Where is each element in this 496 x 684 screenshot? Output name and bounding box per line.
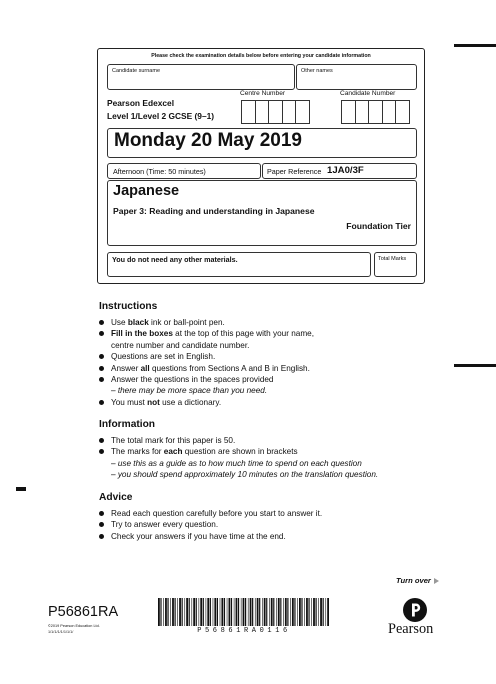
centre-number-label: Centre Number — [240, 90, 286, 97]
advice-list — [99, 508, 429, 542]
barcode-bar — [192, 598, 193, 626]
barcode-bar — [269, 598, 270, 626]
candidate-surname-field[interactable] — [107, 64, 295, 90]
barcode-bar — [287, 598, 288, 626]
barcode-bar — [175, 598, 176, 626]
barcode-bar — [266, 598, 267, 626]
edge-mark-left — [16, 487, 26, 491]
barcode-bar — [292, 598, 294, 626]
barcode-bar — [285, 598, 287, 626]
barcode-bar — [243, 598, 245, 626]
barcode-bar — [299, 598, 301, 626]
paper-reference-label: Paper Reference — [267, 167, 322, 176]
barcode-number: P56861RA0116 — [197, 627, 291, 635]
barcode-bar — [306, 598, 308, 626]
centre-number-boxes — [241, 100, 309, 124]
barcode-bar — [313, 598, 315, 626]
session-box — [107, 163, 261, 179]
barcode-bar — [311, 598, 312, 626]
barcode-bar — [158, 598, 160, 626]
edge-mark-top — [454, 44, 496, 47]
candidate-digit-box[interactable] — [368, 100, 383, 124]
candidate-number-boxes — [341, 100, 409, 124]
barcode-bar — [179, 598, 181, 626]
barcode-bar — [177, 598, 178, 626]
barcode-bar — [316, 598, 317, 626]
list-item: Fill in the boxes at the top of this page with your name, centre number and candidate number. — [99, 328, 429, 351]
edge-mark-right — [454, 364, 496, 367]
barcode-bar — [280, 598, 281, 626]
barcode-bar — [259, 598, 260, 626]
bullet-icon — [99, 400, 104, 405]
barcode-bar — [236, 598, 238, 626]
barcode-bar — [172, 598, 174, 626]
check-note: Please check the examination details below before entering your candidate information — [151, 53, 371, 59]
barcode-bar — [262, 598, 263, 626]
subject-title: Japanese — [113, 183, 180, 199]
barcode-bar — [186, 598, 188, 626]
bullet-icon — [99, 366, 104, 371]
barcode-bar — [245, 598, 246, 626]
barcode-bar — [220, 598, 221, 626]
barcode-bar — [252, 598, 253, 626]
barcode-bar — [255, 598, 256, 626]
barcode-bar — [290, 598, 291, 626]
barcode-bar — [308, 598, 309, 626]
centre-digit-box[interactable] — [268, 100, 283, 124]
barcode-bar — [207, 598, 209, 626]
barcode-bar — [271, 598, 273, 626]
list-item: Check your answers if you have time at the end. — [99, 531, 429, 542]
information-heading: Information — [99, 419, 156, 430]
barcode-icon — [158, 598, 330, 626]
information-list — [99, 435, 429, 481]
barcode-bar — [325, 598, 326, 626]
session-time: Afternoon (Time: 50 minutes) — [113, 167, 206, 176]
paper-reference: 1JA0/3F — [327, 165, 364, 176]
barcode-bar — [273, 598, 274, 626]
bullet-icon — [99, 331, 104, 336]
barcode-bar — [238, 598, 239, 626]
list-item: The marks for each question are shown in brackets – use this as a guide as to how much time to spend on each question – you should spend approximately 10 minutes on the translation question. — [99, 446, 429, 480]
barcode-bar — [318, 598, 319, 626]
bullet-icon — [99, 354, 104, 359]
list-item: The total mark for this paper is 50. — [99, 435, 429, 446]
barcode-bar — [248, 598, 249, 626]
list-item: Use black ink or ball-point pen. — [99, 317, 429, 328]
barcode-bar — [206, 598, 207, 626]
list-item: Try to answer every question. — [99, 519, 429, 530]
barcode-bar — [189, 598, 190, 626]
advice-heading: Advice — [99, 492, 133, 503]
centre-digit-box[interactable] — [241, 100, 256, 124]
tier: Foundation Tier — [346, 221, 411, 231]
instructions-heading: Instructions — [99, 301, 158, 312]
barcode-bar — [184, 598, 185, 626]
bullet-icon — [99, 511, 104, 516]
barcode-bar — [297, 598, 298, 626]
centre-digit-box[interactable] — [282, 100, 297, 124]
barcode-bar — [294, 598, 295, 626]
board-name: Pearson Edexcel — [107, 98, 175, 108]
barcode-bar — [283, 598, 284, 626]
qualification-level: Level 1/Level 2 GCSE (9–1) — [107, 111, 215, 121]
paper-code: P56861RA — [48, 604, 119, 620]
list-item: Read each question carefully before you start to answer it. — [99, 508, 429, 519]
candidate-digit-box[interactable] — [382, 100, 397, 124]
centre-digit-box[interactable] — [255, 100, 270, 124]
barcode-bar — [231, 598, 232, 626]
list-item: Questions are set in English. — [99, 351, 429, 362]
barcode-bar — [196, 598, 197, 626]
barcode-bar — [210, 598, 211, 626]
pearson-logo-icon — [403, 598, 427, 622]
turn-over-note: Turn over — [396, 576, 439, 585]
barcode-bar — [214, 598, 216, 626]
centre-digit-box[interactable] — [295, 100, 310, 124]
instructions-list — [99, 317, 429, 408]
barcode-bar — [264, 598, 266, 626]
barcode-bar — [257, 598, 259, 626]
list-item: You must not use a dictionary. — [99, 397, 429, 408]
candidate-surname-label: Candidate surname — [112, 68, 161, 74]
barcode-bar — [250, 598, 252, 626]
subject-box — [107, 180, 417, 246]
bullet-icon — [99, 449, 104, 454]
bullet-icon — [99, 522, 104, 527]
copyright: ©2019 Pearson Education Ltd. 1/1/1/1/1/1/1/1/ — [48, 624, 100, 634]
candidate-digit-box[interactable] — [355, 100, 370, 124]
barcode-bar — [227, 598, 228, 626]
other-names-field[interactable] — [296, 64, 417, 90]
barcode-bar — [163, 598, 164, 626]
candidate-digit-box[interactable] — [341, 100, 356, 124]
exam-date-box — [107, 128, 417, 158]
materials-note: You do not need any other materials. — [112, 255, 238, 264]
total-marks-label: Total Marks — [378, 256, 407, 262]
barcode-bar — [327, 598, 329, 626]
list-item: Answer all questions from Sections A and B in English. — [99, 363, 429, 374]
barcode-bar — [167, 598, 168, 626]
bullet-icon — [99, 438, 104, 443]
total-marks-box[interactable] — [374, 252, 417, 277]
barcode-bar — [304, 598, 305, 626]
barcode-bar — [229, 598, 231, 626]
other-names-label: Other names — [301, 68, 333, 74]
pearson-wordmark: Pearson — [388, 621, 434, 637]
barcode-bar — [199, 598, 200, 626]
bullet-icon — [99, 534, 104, 539]
barcode-bar — [203, 598, 204, 626]
paper-reference-box — [262, 163, 417, 179]
barcode-bar — [320, 598, 322, 626]
bullet-icon — [99, 377, 104, 382]
barcode-bar — [323, 598, 324, 626]
barcode-bar — [301, 598, 302, 626]
barcode-bar — [213, 598, 214, 626]
barcode-bar — [182, 598, 183, 626]
barcode-bar — [278, 598, 280, 626]
bullet-icon — [99, 320, 104, 325]
barcode-bar — [193, 598, 195, 626]
candidate-digit-box[interactable] — [395, 100, 410, 124]
barcode-bar — [217, 598, 218, 626]
candidate-number-label: Candidate Number — [340, 90, 396, 97]
barcode-bar — [221, 598, 223, 626]
barcode-bar — [200, 598, 202, 626]
materials-box — [107, 252, 371, 277]
paper-title: Paper 3: Reading and understanding in Japanese — [113, 206, 315, 216]
barcode-bar — [165, 598, 167, 626]
barcode-bar — [276, 598, 277, 626]
arrow-right-icon — [434, 578, 439, 584]
barcode-bar — [170, 598, 171, 626]
exam-date: Monday 20 May 2019 — [114, 130, 302, 151]
barcode-bar — [234, 598, 235, 626]
barcode-bar — [224, 598, 225, 626]
barcode-bar — [241, 598, 242, 626]
barcode-bar — [160, 598, 161, 626]
exam-board — [107, 97, 214, 123]
list-item: Answer the questions in the spaces provided – there may be more space than you need. — [99, 374, 429, 397]
